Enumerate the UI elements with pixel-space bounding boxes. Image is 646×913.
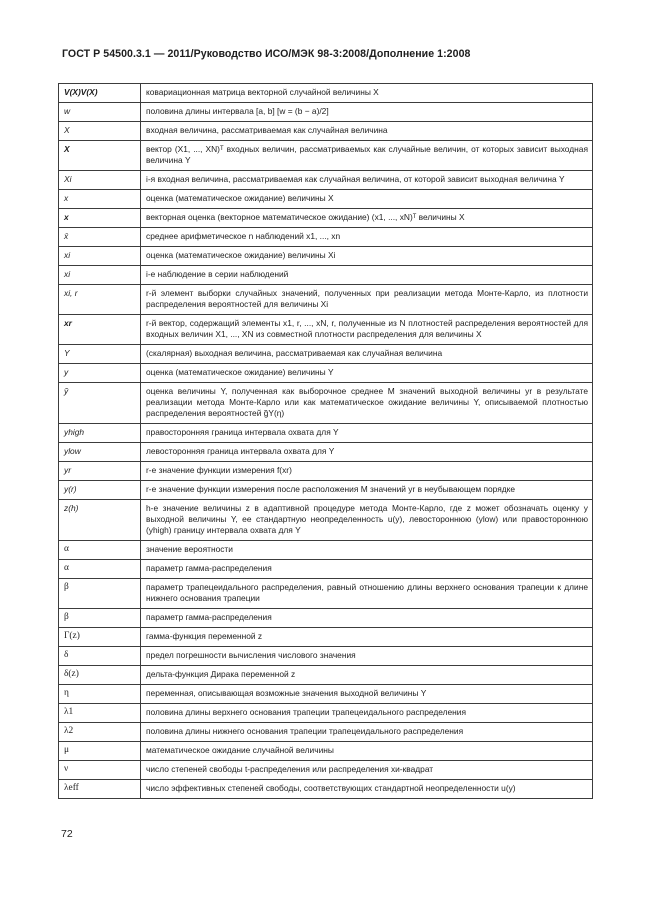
description-cell: переменная, описывающая возможные значения выходной величины Y [141,685,593,704]
symbol-cell: δ [59,647,141,666]
description-cell: i-я входная величина, рассматриваемая как случайная величина, от которой зависит выходная величина Y [141,171,593,190]
symbol-cell: α [59,541,141,560]
symbol-cell: x̄ [59,228,141,247]
table-row [59,500,593,541]
symbol-cell: Γ(z) [59,628,141,647]
table-row [59,723,593,742]
table-row [59,285,593,315]
description-cell: r-e значение функции измерения f(xr) [141,462,593,481]
table-row [59,761,593,780]
description-cell: правосторонняя граница интервала охвата для Y [141,424,593,443]
description-cell: оценка (математическое ожидание) величины X [141,190,593,209]
symbol-cell: ỹ [59,383,141,424]
symbol-cell: β [59,579,141,609]
symbol-cell: β [59,609,141,628]
table-row [59,228,593,247]
table-row [59,560,593,579]
table-row [59,266,593,285]
description-cell: r-й элемент выборки случайных значений, полученных при реализации метода Монте-Карло, из плотности распределения вероятностей для величины Xi [141,285,593,315]
description-cell: i-e наблюдение в серии наблюдений [141,266,593,285]
table-row [59,647,593,666]
document-header [62,48,602,60]
table-row [59,171,593,190]
table-row [59,84,593,103]
description-cell: половина длины нижнего основания трапеции трапецеидального распределения [141,723,593,742]
table-row [59,685,593,704]
description-cell: гамма-функция переменной z [141,628,593,647]
symbol-cell: y [59,364,141,383]
symbol-cell: yhigh [59,424,141,443]
symbol-cell: z(h) [59,500,141,541]
description-cell: r-й вектор, содержащий элементы x1, r, ..., xN, r, полученные из N плотностей распределения вероятностей для входных величин X1, ..., XN из совместной плотности распределения для величины X [141,315,593,345]
description-cell: значение вероятности [141,541,593,560]
symbol-cell: xi, r [59,285,141,315]
table-row [59,628,593,647]
symbol-cell: δ(z) [59,666,141,685]
table-row [59,462,593,481]
table-row [59,345,593,364]
description-cell: число степеней свободы t-распределения или распределения хи-квадрат [141,761,593,780]
description-cell: h-e значение величины z в адаптивной процедуре метода Монте-Карло, где z может обозначать оценку y выходной величины Y, ее стандартную неопределенность u(y), левостороннюю (ylow) или правостороннюю (yhigh) границу интервала охвата для Y [141,500,593,541]
description-cell: половина длины верхнего основания трапеции трапецеидального распределения [141,704,593,723]
description-cell: оценка (математическое ожидание) величины Y [141,364,593,383]
description-cell: число эффективных степеней свободы, соответствующих стандартной неопределенности u(y) [141,780,593,799]
symbol-cell: λeff [59,780,141,799]
symbol-cell: x [59,190,141,209]
symbol-cell: ν [59,761,141,780]
description-cell: половина длины интервала [a, b] [w = (b − a)/2] [141,103,593,122]
table-row [59,704,593,723]
symbol-cell: ylow [59,443,141,462]
table-row [59,481,593,500]
symbol-cell: λ1 [59,704,141,723]
table-row [59,609,593,628]
table-row [59,364,593,383]
description-cell: вектор (X1, ..., XN)ᵀ входных величин, рассматриваемых как случайные величин, от которых зависит выходная величина Y [141,141,593,171]
description-cell: предел погрешности вычисления числового значения [141,647,593,666]
description-cell: параметр гамма-распределения [141,560,593,579]
symbol-cell: η [59,685,141,704]
symbol-cell: x [59,209,141,228]
description-cell: ковариационная матрица векторной случайной величины X [141,84,593,103]
description-cell: векторная оценка (векторное математическое ожидание) (x1, ..., xN)ᵀ величины X [141,209,593,228]
header-title: ГОСТ Р 54500.3.1 — 2011/Руководство ИСО/МЭК 98-3:2008/Дополнение 1:2008 [62,48,471,60]
table-row [59,190,593,209]
description-cell: r-e значение функции измерения после расположения M значений yr в неубывающем порядке [141,481,593,500]
symbol-cell: y(r) [59,481,141,500]
table-row [59,247,593,266]
table-row [59,443,593,462]
table-row [59,541,593,560]
description-cell: оценка величины Y, полученная как выборочное среднее M значений выходной величины yr в результате реализации метода Монте-Карло или как математическое ожидание величины Y, описываемой плотностью распределения вероятностей g̃Y(η) [141,383,593,424]
description-cell: (скалярная) выходная величина, рассматриваемая как случайная величина [141,345,593,364]
symbol-cell: xr [59,315,141,345]
description-cell: дельта-функция Дирака переменной z [141,666,593,685]
description-cell: математическое ожидание случайной величины [141,742,593,761]
description-cell: оценка (математическое ожидание) величины Xi [141,247,593,266]
table-row [59,103,593,122]
symbol-cell: yr [59,462,141,481]
table-row [59,209,593,228]
symbol-cell: Y [59,345,141,364]
symbol-cell: X [59,141,141,171]
table-row [59,579,593,609]
symbol-cell: Xi [59,171,141,190]
description-cell: левосторонняя граница интервала охвата для Y [141,443,593,462]
description-cell: параметр гамма-распределения [141,609,593,628]
table-row [59,424,593,443]
table-row [59,780,593,799]
table-row [59,742,593,761]
table-row [59,141,593,171]
symbol-cell: α [59,560,141,579]
symbol-cell: w [59,103,141,122]
description-cell: параметр трапецеидального распределения, равный отношению длины верхнего основания трапеции к длине нижнего основания трапеции [141,579,593,609]
symbol-cell: xi [59,266,141,285]
symbol-cell: λ2 [59,723,141,742]
description-cell: среднее арифметическое n наблюдений x1, ..., xn [141,228,593,247]
description-cell: входная величина, рассматриваемая как случайная величина [141,122,593,141]
table-row [59,122,593,141]
table-row [59,383,593,424]
symbol-cell: xi [59,247,141,266]
page-number: 72 [61,828,73,840]
table-row [59,315,593,345]
symbols-table [58,83,593,799]
symbol-cell: V(X)V(X) [59,84,141,103]
symbol-cell: X [59,122,141,141]
table-row [59,666,593,685]
symbol-cell: μ [59,742,141,761]
